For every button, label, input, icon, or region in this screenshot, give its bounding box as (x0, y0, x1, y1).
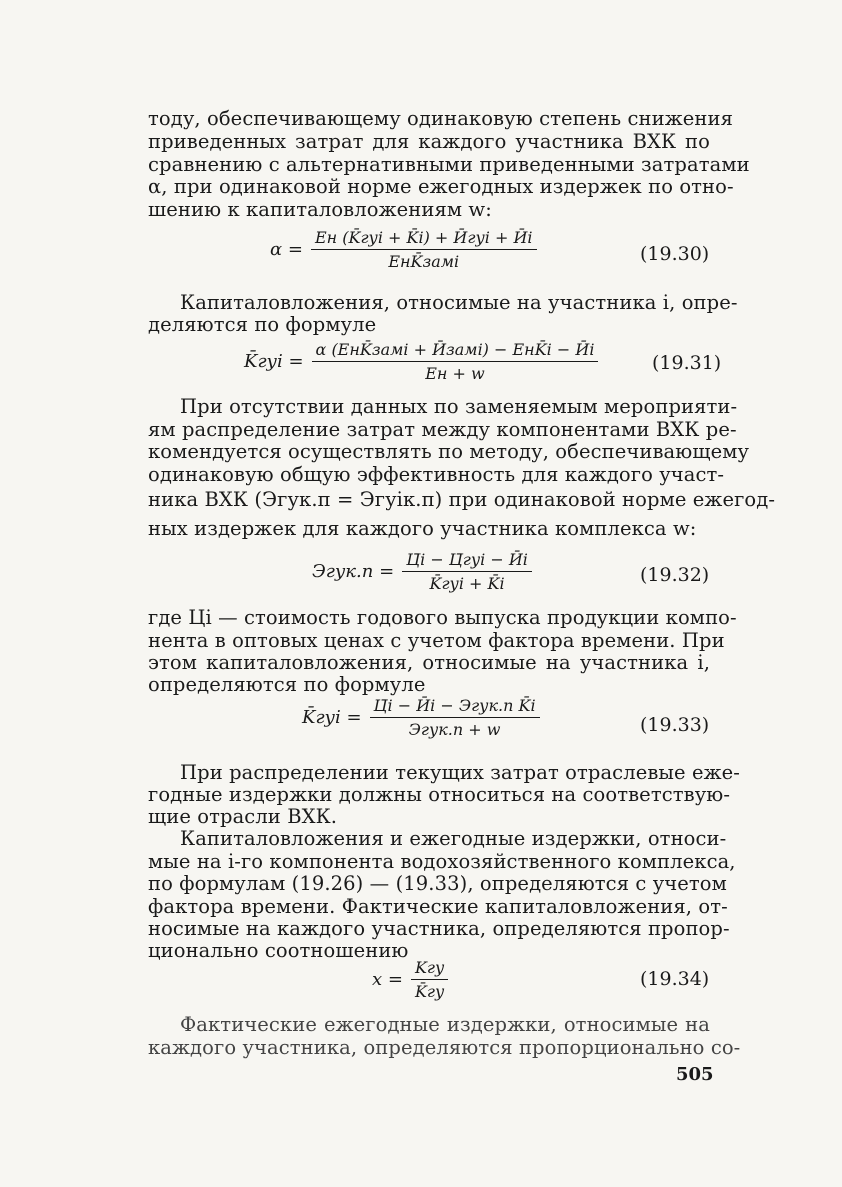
equation-number: (19.32) (640, 564, 710, 586)
formula-19-33 (302, 696, 544, 739)
text-line: приведенных затрат для каждого участника ВХК по (148, 130, 710, 153)
fraction-numerator: Kгу (411, 958, 448, 980)
fraction-numerator: α (EнK̄замi + Ӣзамi) − EнK̄i − Ӣi (312, 340, 599, 362)
text-line: Фактические ежегодные издержки, относимые на (180, 1013, 710, 1036)
formula-19-31 (244, 340, 602, 383)
text-line: годные издержки должны относиться на соответствую- (148, 783, 731, 806)
formula-lhs: K̄гуi = (302, 707, 362, 728)
fraction-numerator: Ц̄i − Ц̄гуi − Ӣi (402, 550, 532, 572)
fraction (311, 228, 537, 271)
text-line: При распределении текущих затрат отраслевые еже- (180, 761, 740, 784)
formula-19-30 (270, 228, 541, 271)
text-line: деляются по формуле (148, 313, 377, 336)
equation-number: (19.30) (640, 243, 710, 265)
text-line: одинаковую общую эффективность для каждого участ- (148, 463, 725, 486)
text-line: ных издержек для каждого участника комплекса w: (148, 517, 697, 540)
text-line: ям распределение затрат между компонентами ВХК ре- (148, 418, 737, 441)
formula-lhs: K̄гуi = (244, 351, 304, 372)
fraction (411, 958, 448, 1001)
text-line: определяются по формуле (148, 673, 426, 696)
fraction (312, 340, 599, 383)
fraction-denominator: K̄гуi + K̄i (429, 574, 505, 593)
text-line: мые на i-го компонента водохозяйственного комплекса, (148, 850, 736, 873)
fraction (370, 696, 540, 739)
text-line: Капиталовложения и ежегодные издержки, относи- (180, 827, 727, 850)
text-line: комендуется осуществлять по методу, обеспечивающему (148, 440, 750, 463)
text-line: щие отрасли ВХК. (148, 805, 338, 828)
text-line: ционально соотношению (148, 939, 409, 962)
text-line: где Цi — стоимость годового выпуска продукции компо- (148, 606, 737, 629)
fraction-denominator: Эгук.п + w (408, 720, 501, 739)
text-line: этом капиталовложения, относимые на участника i, (148, 651, 710, 674)
text-line: α, при одинаковой норме ежегодных издержек по отно- (148, 175, 734, 198)
text-line: нента в оптовых ценах с учетом фактора времени. При (148, 629, 725, 652)
text-line: При отсутствии данных по заменяемым мероприяти- (180, 395, 738, 418)
equation-number: (19.34) (640, 968, 710, 990)
text-line: фактора времени. Фактические капиталовложения, от- (148, 895, 728, 918)
fraction-denominator: K̄гу (414, 982, 445, 1001)
text-line: тоду, обеспечивающему одинаковую степень снижения (148, 107, 733, 130)
fraction-denominator: EнK̄замi (388, 252, 460, 271)
text-line: шению к капиталовложениям w: (148, 198, 492, 221)
formula-lhs: x = (372, 969, 403, 990)
fraction-numerator: Eн (K̄гуi + K̄i) + Ӣгуi + Ӣi (311, 228, 537, 250)
formula-lhs: Эгук.п = (312, 561, 395, 582)
text-line: носимые на каждого участника, определяются пропор- (148, 917, 730, 940)
equation-number: (19.33) (640, 714, 710, 736)
fraction (402, 550, 532, 593)
text-line: по формулам (19.26) — (19.33), определяются с учетом (148, 872, 727, 895)
formula-19-32 (312, 550, 536, 593)
equation-number: (19.31) (652, 352, 722, 374)
fraction-denominator: Eн + w (425, 364, 485, 383)
formula-lhs: α = (270, 239, 303, 260)
text-line: Капиталовложения, относимые на участника i, опре- (180, 291, 738, 314)
formula-19-34 (372, 958, 452, 1001)
text-line: ника ВХК (Эгук.п = Эгуiк.п) при одинаковой норме ежегод- (148, 488, 776, 511)
page-number: 505 (676, 1064, 714, 1085)
text-line: сравнению с альтернативными приведенными затратами (148, 153, 750, 176)
fraction-numerator: Ц̄i − Ӣi − Эгук.п K̄i (370, 696, 540, 718)
text-line: каждого участника, определяются пропорционально со- (148, 1036, 741, 1059)
